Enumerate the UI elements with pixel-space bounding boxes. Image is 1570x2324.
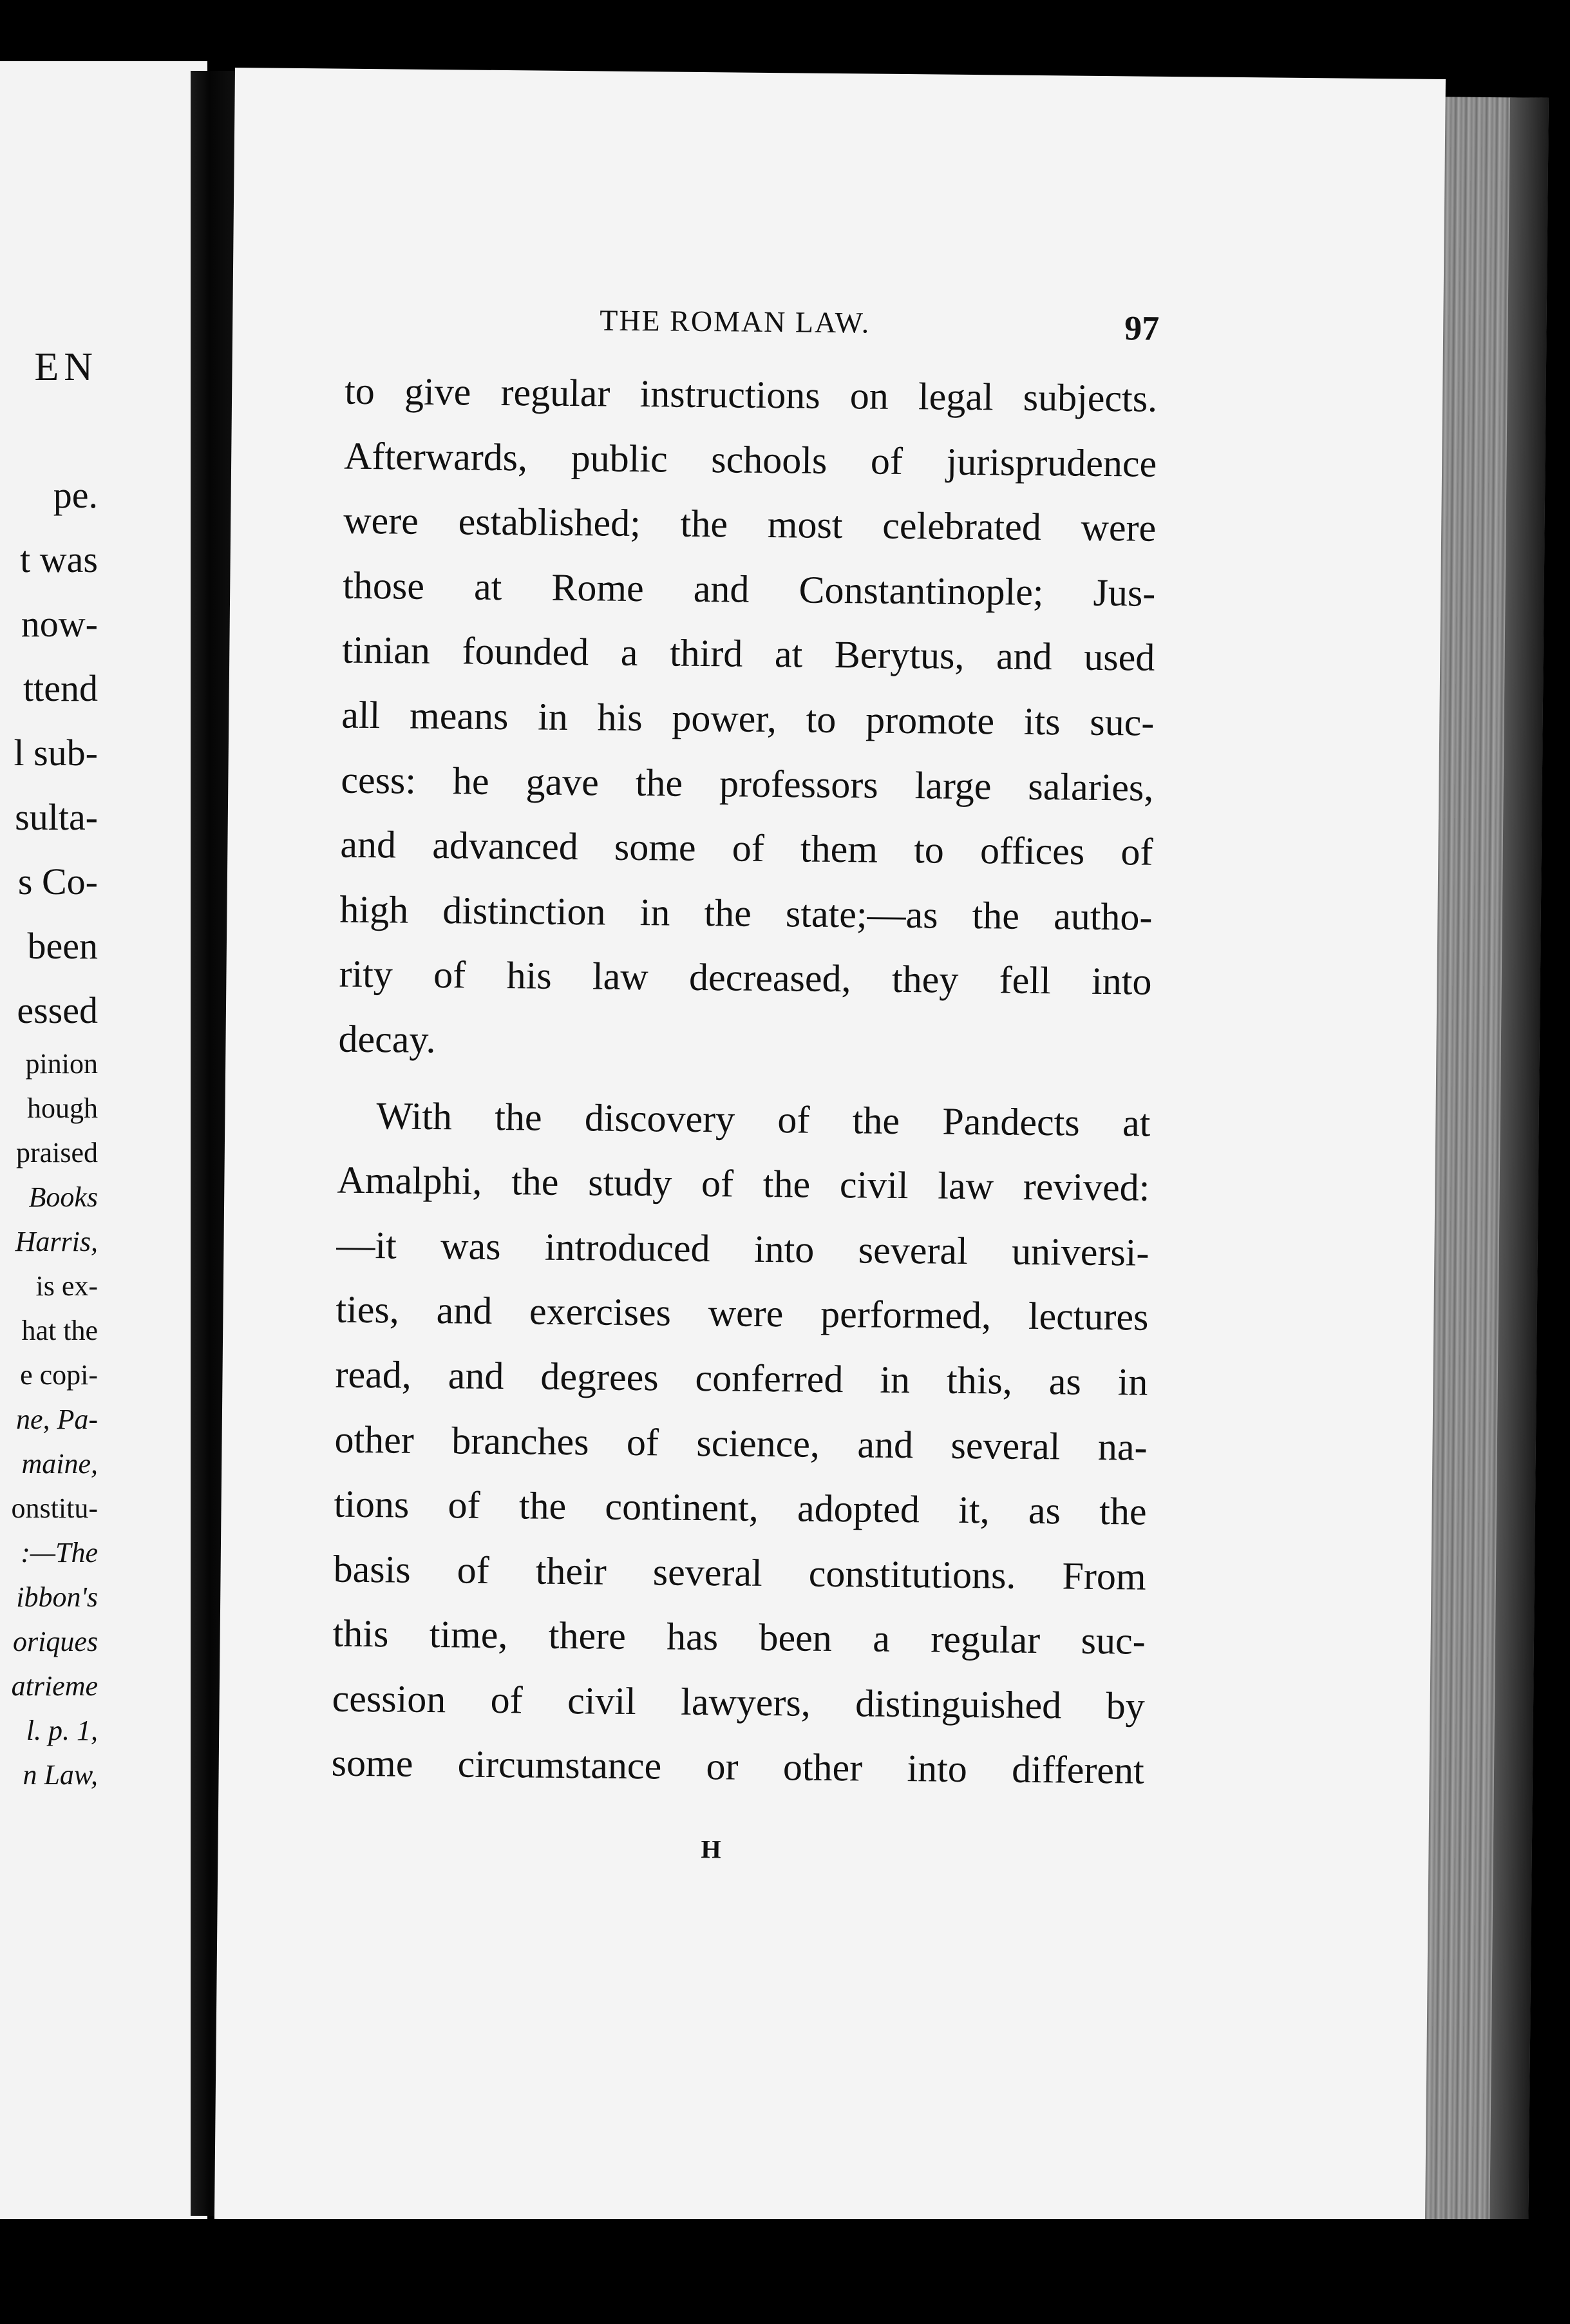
- left-page-footnote-line: e copi-: [20, 1359, 98, 1391]
- left-page-footnote-line: pinion: [25, 1048, 98, 1080]
- body-line: decay.: [338, 1017, 436, 1061]
- body-line: other branches of science, and several na-: [334, 1418, 1148, 1469]
- left-page-footnote-line: atrieme: [11, 1670, 98, 1702]
- left-page-footnote-line: Harris,: [15, 1226, 98, 1257]
- body-line: ties, and exercises were performed, lectures: [336, 1288, 1149, 1339]
- left-page-footnote-line: :—The: [21, 1537, 98, 1568]
- body-line: tinian founded a third at Berytus, and used: [342, 629, 1155, 680]
- body-line: basis of their several constitutions. From: [333, 1547, 1146, 1598]
- left-page-footnote-line: n Law,: [23, 1759, 98, 1791]
- body-line: this time, there has been a regular suc-: [332, 1612, 1146, 1662]
- left-page-footnote-line: praised: [15, 1137, 98, 1168]
- left-page-footnote-line: hough: [27, 1092, 98, 1124]
- left-page-heading: EN: [34, 345, 98, 389]
- left-page-line: pe.: [53, 474, 98, 516]
- left-page-footnote-line: onstitu-: [11, 1492, 98, 1524]
- left-page-line: l sub-: [14, 732, 98, 774]
- left-page-line: essed: [17, 989, 98, 1031]
- body-line: —it was introduced into several universi-: [336, 1223, 1149, 1274]
- body-line: rity of his law decreased, they fell into: [339, 952, 1152, 1004]
- body-line: read, and degrees conferred in this, as in: [335, 1353, 1148, 1404]
- left-page-line: t was: [20, 538, 98, 580]
- right-page: [214, 68, 1446, 2231]
- scan-border-bottom: [0, 2219, 1570, 2324]
- body-line: to give regular instructions on legal subjects.: [344, 369, 1158, 420]
- body-line: were established; the most celebrated were: [343, 499, 1157, 549]
- running-head: THE ROMAN LAW.: [600, 303, 871, 339]
- left-page-line: ttend: [23, 667, 98, 709]
- left-page-line: now-: [21, 603, 98, 645]
- body-line: cess: he gave the professors large salaries,: [341, 758, 1154, 809]
- signature-mark: H: [701, 1834, 723, 1864]
- body-line: With the discovery of the Pandects at: [376, 1094, 1151, 1145]
- body-line: high distinction in the state;—as the autho-: [339, 888, 1153, 938]
- left-page-footnote-line: Books: [28, 1181, 98, 1213]
- body-text: [331, 359, 1157, 1804]
- body-line: some circumstance or other into different: [331, 1742, 1145, 1793]
- body-line: cession of civil lawyers, distinguished by: [332, 1677, 1145, 1728]
- left-page-line: s Co-: [17, 861, 98, 902]
- left-page-footnote-line: ne, Pa-: [15, 1404, 98, 1435]
- body-line: all means in his power, to promote its suc-: [341, 693, 1155, 744]
- left-page-footnote-line: maine,: [21, 1448, 98, 1480]
- left-page-footnote-line: l. p. 1,: [26, 1715, 98, 1746]
- scan-border-top: [0, 0, 1570, 64]
- left-page: [0, 61, 207, 2219]
- body-line: and advanced some of them to offices of: [340, 823, 1153, 873]
- body-line: tions of the continent, adopted it, as the: [334, 1482, 1147, 1533]
- left-page-footnote-line: ibbon's: [16, 1581, 98, 1613]
- left-page-line: sulta-: [15, 796, 98, 838]
- body-line: those at Rome and Constantinople; Jus-: [342, 564, 1156, 614]
- left-page-footnote-line: hat the: [21, 1315, 98, 1346]
- left-page-line: been: [27, 925, 98, 967]
- body-line: Afterwards, public schools of jurisprudence: [343, 434, 1157, 485]
- body-line: Amalphi, the study of the civil law revived:: [337, 1158, 1150, 1209]
- left-page-footnote-line: oriques: [13, 1626, 98, 1657]
- left-page-footnote-line: is ex-: [35, 1270, 98, 1302]
- page-number: 97: [1124, 309, 1160, 348]
